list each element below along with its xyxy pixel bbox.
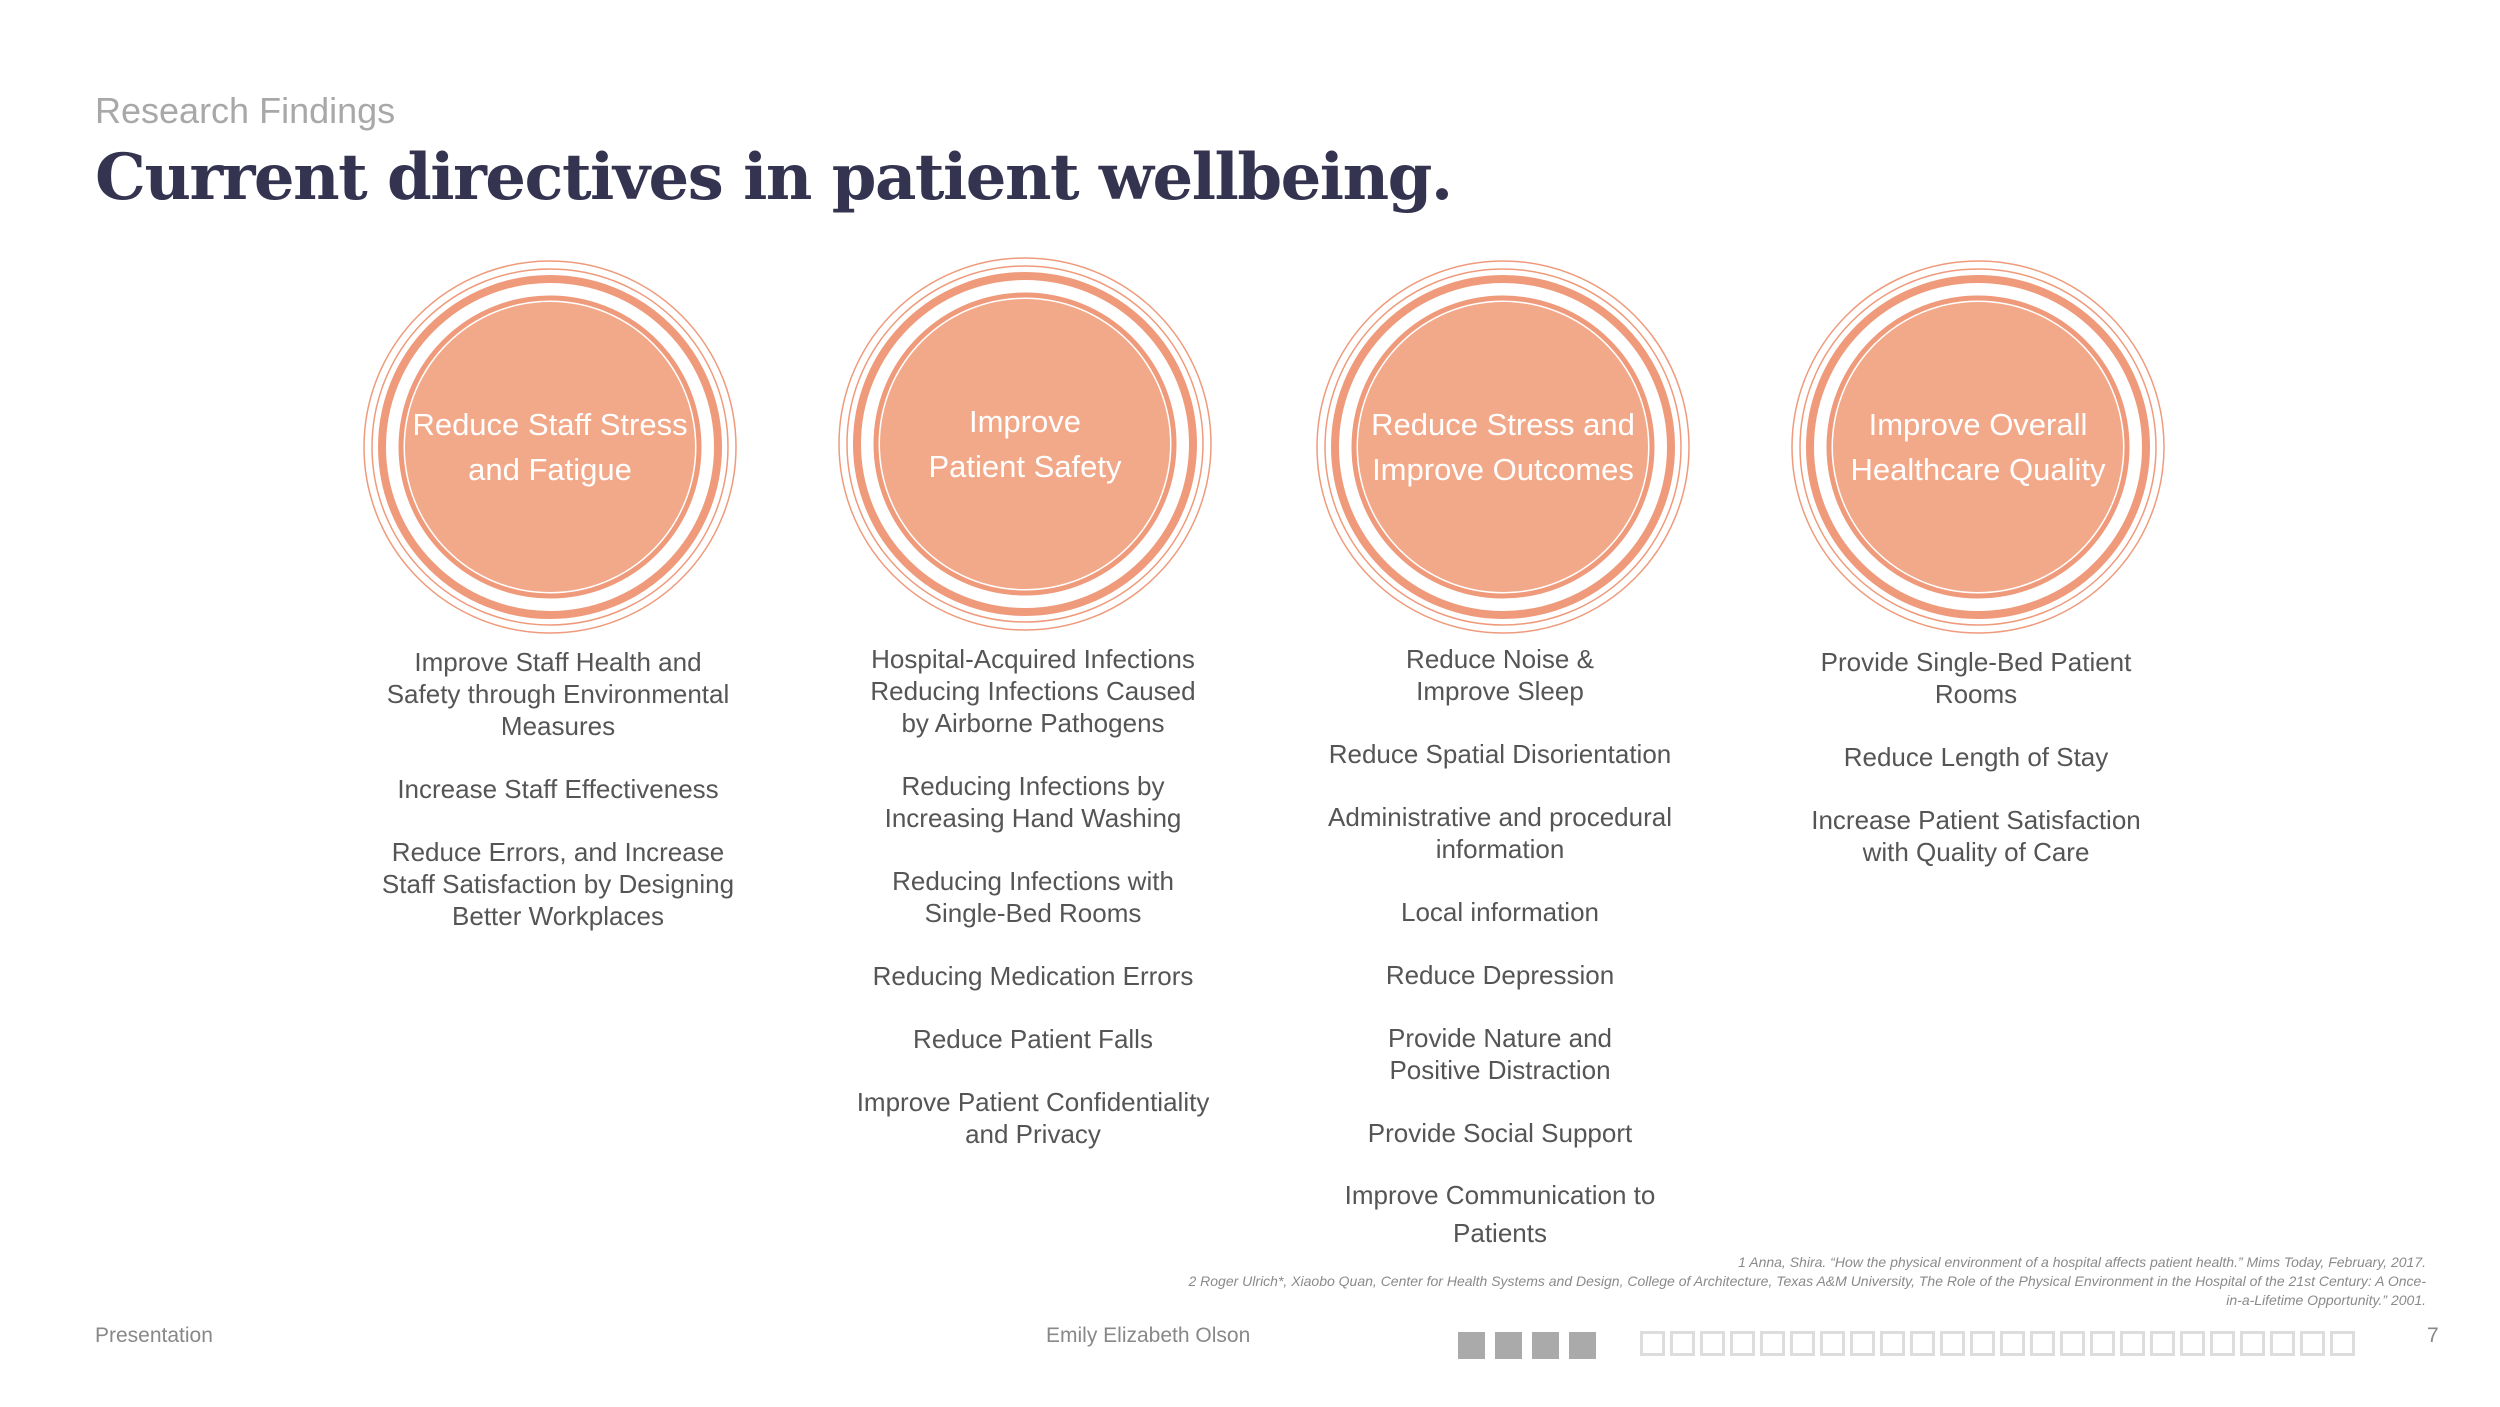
progress-square-empty [1760,1331,1785,1356]
list-item: Local information [1401,897,1599,927]
footer-presentation-label: Presentation [95,1324,213,1347]
list-item: Increase Staff Effectiveness [397,774,719,804]
list-item: Hospital-Acquired Infections Reducing Infections Caused by Airborne Pathogens [870,644,1196,738]
progress-square-empty [2030,1331,2055,1356]
progress-square-filled [1458,1332,1485,1359]
progress-square-empty [2270,1331,2295,1356]
progress-square-empty [1820,1331,1845,1356]
progress-square-empty [2090,1331,2115,1356]
circle-healthcare-quality [1790,259,2166,635]
list-patient-safety [813,643,1253,1181]
circle-label: Improve Patient Safety [928,404,1122,484]
progress-square-empty [1730,1331,1755,1356]
list-item: Provide Nature and Positive Distraction [1387,1023,1613,1085]
progress-remaining [1640,1331,2355,1356]
progress-square-empty [1910,1331,1935,1356]
progress-square-empty [1640,1331,1665,1356]
list-item: Reduce Depression [1385,960,1615,990]
progress-square-empty [1880,1331,1905,1356]
progress-square-empty [2210,1331,2235,1356]
list-item: Improve Communication to Patients [1344,1180,1656,1248]
list-stress-outcomes [1280,643,1720,1283]
slide-title: Current directives in patient wellbeing. [95,140,1452,215]
list-item: Provide Single-Bed Patient Rooms [1820,647,2132,709]
footnote-1: 1 Anna, Shira. “How the physical environment of a hospital affects patient health.” Mims Today, February, 2017. [1738,1254,2426,1270]
circle-label: Improve Overall Healthcare Quality [1850,407,2106,487]
circle-stress-outcomes [1315,259,1691,635]
progress-square-filled [1569,1332,1596,1359]
progress-square-empty [2180,1331,2205,1356]
progress-square-empty [1970,1331,1995,1356]
list-item: Improve Staff Health and Safety through Environmental Measures [386,647,730,741]
list-item: Provide Social Support [1367,1118,1633,1148]
list-item: Reduce Patient Falls [913,1024,1153,1054]
progress-square-empty [1670,1331,1695,1356]
progress-square-empty [1700,1331,1725,1356]
list-item: Reducing Infections by Increasing Hand Washing [884,771,1182,833]
list-item: Increase Patient Satisfaction with Quality of Care [1811,805,2141,867]
progress-square-empty [1790,1331,1815,1356]
list-item: Improve Patient Confidentiality and Privacy [856,1087,1210,1149]
list-item: Reduce Noise & Improve Sleep [1406,644,1594,706]
progress-square-empty [2000,1331,2025,1356]
progress-square-empty [2150,1331,2175,1356]
progress-square-empty [2240,1331,2265,1356]
list-item: Reduce Spatial Disorientation [1328,739,1672,769]
section-eyebrow: Research Findings [95,90,396,131]
list-item: Reducing Medication Errors [872,961,1194,991]
progress-filled [1458,1332,1596,1359]
list-item: Administrative and procedural information [1328,802,1672,864]
footnote-2-line-1: 2 Roger Ulrich*, Xiaobo Quan, Center for Health Systems and Design, College of Architecture, Texas A&M University, The Role of the Physical Environment in the Hospital of the 21st Century: A Once- [1188,1273,2426,1289]
circle-patient-safety [837,256,1213,632]
progress-square-empty [2330,1331,2355,1356]
footer-author: Emily Elizabeth Olson [1046,1324,1251,1347]
circle-staff-stress [362,259,738,635]
progress-square-filled [1532,1332,1559,1359]
progress-square-empty [1850,1331,1875,1356]
list-item: Reducing Infections with Single-Bed Rooms [892,866,1174,928]
progress-square-empty [2120,1331,2145,1356]
page-number: 7 [2427,1324,2439,1347]
footnote-2-line-2: in-a-Lifetime Opportunity.” 2001. [2226,1292,2426,1308]
progress-square-empty [2060,1331,2085,1356]
list-staff-stress [338,646,778,963]
progress-square-empty [1940,1331,1965,1356]
list-healthcare-quality [1756,646,2196,899]
circle-label: Reduce Stress and Improve Outcomes [1371,407,1635,487]
list-item: Reduce Errors, and Increase Staff Satisfaction by Designing Better Workplaces [381,837,735,931]
circle-label: Reduce Staff Stress and Fatigue [412,407,688,487]
progress-square-filled [1495,1332,1522,1359]
list-item: Reduce Length of Stay [1843,742,2109,772]
progress-square-empty [2300,1331,2325,1356]
